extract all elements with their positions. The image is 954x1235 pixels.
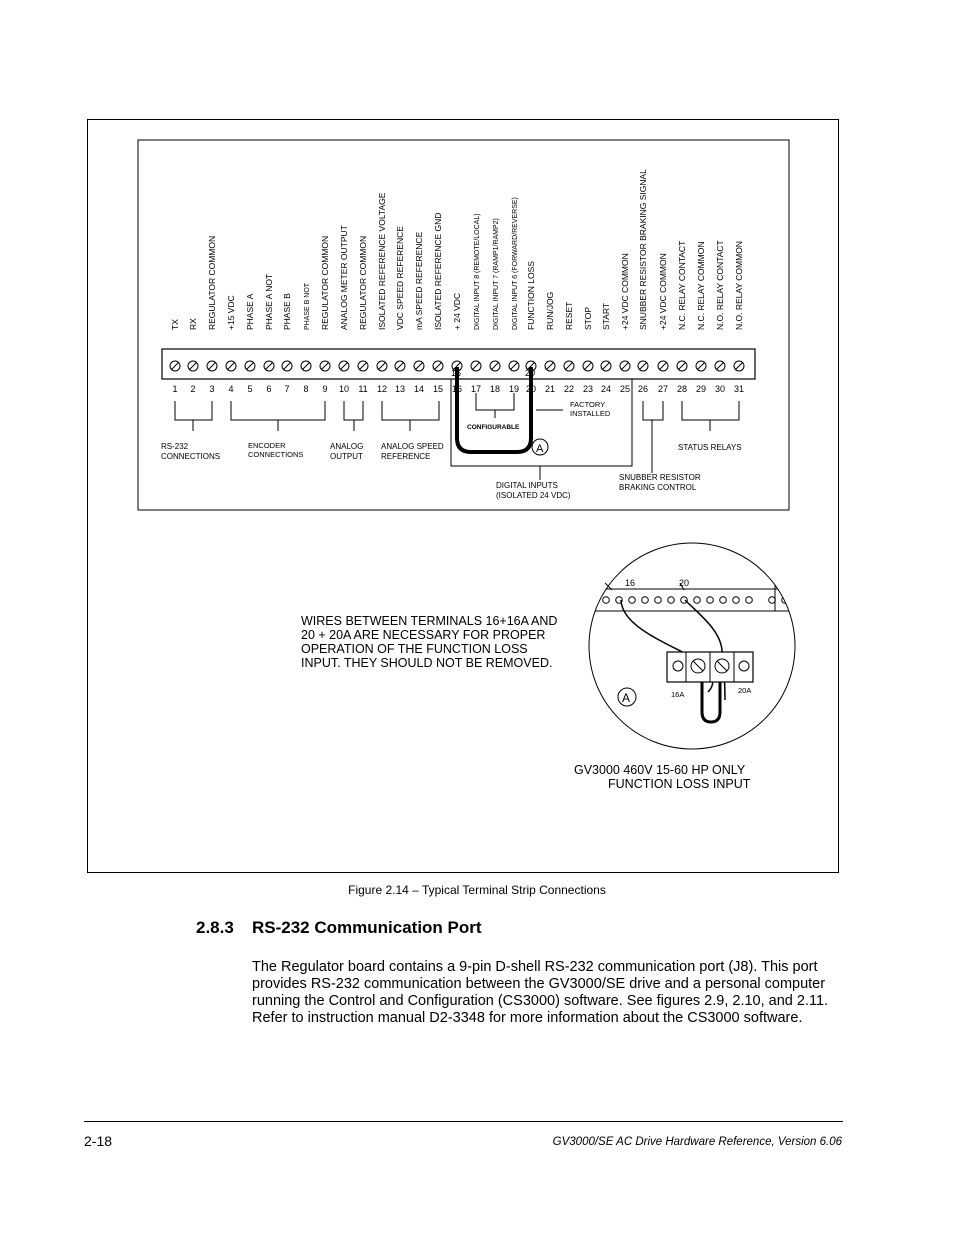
terminal-screw-slot	[622, 363, 629, 370]
detail-label-20a: 20A	[738, 686, 752, 695]
detail-terminal-screw	[668, 597, 675, 604]
terminal-screw-slot	[228, 363, 235, 370]
detail-terminal-screw	[720, 597, 727, 604]
terminal-function-label: +24 VDC COMMON	[658, 253, 668, 330]
digital-inputs-label-1: DIGITAL INPUTS	[496, 481, 558, 490]
terminal-number: 22	[563, 384, 575, 394]
detail-terminal-screw	[629, 597, 636, 604]
terminal-number: 21	[544, 384, 556, 394]
terminal-number: 16	[451, 384, 463, 394]
section-number: 2.8.3	[196, 918, 234, 937]
terminal-function-label: PHASE B	[282, 293, 292, 330]
terminal-function-label: PHASE A NOT	[264, 273, 274, 330]
terminal-number: 9	[322, 384, 328, 394]
terminal-number: 27	[657, 384, 669, 394]
terminal-function-label: mA SPEED REFERENCE	[414, 231, 424, 330]
terminal-screw-slot	[585, 363, 592, 370]
analog-speed-label-2: REFERENCE	[381, 452, 431, 461]
terminal-screw-slot	[360, 363, 367, 370]
terminal-function-label: SNUBBER RESISTOR BRAKING SIGNAL	[638, 169, 648, 330]
terminal-number: 28	[676, 384, 688, 394]
terminal-function-label: RX	[188, 318, 198, 330]
terminal-number: 1	[172, 384, 178, 394]
terminal-screw-slot	[717, 363, 724, 370]
note-line: 20 + 20A ARE NECESSARY FOR PROPER	[301, 628, 546, 642]
terminal-number: 26	[637, 384, 649, 394]
terminal-number: 13	[394, 384, 406, 394]
detail-terminal-screw	[603, 597, 610, 604]
section-title: RS-232 Communication Port	[252, 918, 482, 937]
terminal-function-label: PHASE B NOT	[304, 282, 311, 330]
terminal-screw-slot	[284, 363, 291, 370]
terminal-screw-slot	[640, 363, 647, 370]
detail-terminal-screw	[769, 597, 776, 604]
terminal-number: 2	[190, 384, 196, 394]
terminal-screw-slot	[341, 363, 348, 370]
terminal-function-label: N.C. RELAY COMMON	[696, 241, 706, 330]
terminal-number: 30	[714, 384, 726, 394]
terminal-number: 12	[376, 384, 388, 394]
body-paragraph: The Regulator board contains a 9-pin D-shell RS-232 communication port (J8). This port provides RS-232 communication between the GV3000/SE drive and a personal computer running the Control and Configuration (CS3000) software. See figures 2.9, 2.10, and 2.11. Refer to instruction manual D2-3348 for more information about the CS3000 software.	[252, 959, 829, 1026]
terminal-number: 31	[733, 384, 745, 394]
terminal-number: 5	[247, 384, 253, 394]
terminal-function-label: DIGITAL INPUT 7 (RAMP1/RAMP2)	[493, 218, 500, 330]
terminal-number: 25	[619, 384, 631, 394]
terminal-screw-slot	[172, 363, 179, 370]
terminal-function-label: PHASE A	[245, 293, 255, 330]
terminal-screw-slot	[190, 363, 197, 370]
terminal-function-label: RESET	[564, 301, 574, 330]
terminal-screw-slot	[209, 363, 216, 370]
terminal-screw-slot	[698, 363, 705, 370]
detail-circle	[589, 543, 795, 749]
terminal-number: 11	[358, 384, 368, 394]
detail-callout-label: A	[622, 691, 631, 705]
terminal-function-label: START	[601, 302, 611, 330]
terminal-function-label: REGULATOR COMMON	[207, 235, 217, 330]
terminal-function-label: RUN/JOG	[545, 291, 555, 330]
terminal-function-label: DIGITAL INPUT 8 (REMOTE/LOCAL)	[474, 213, 481, 330]
terminal-number: 15	[432, 384, 444, 394]
terminal-function-label: REGULATOR COMMON	[358, 235, 368, 330]
configurable-label: CONFIGURABLE	[467, 424, 520, 431]
detail-label-16: 16	[625, 578, 636, 588]
terminal-number: 3	[209, 384, 215, 394]
terminal-number: 29	[695, 384, 707, 394]
terminal-screw-slot	[547, 363, 554, 370]
terminal-number: 19	[508, 384, 520, 394]
detail-terminal-screw	[642, 597, 649, 604]
terminal-number: 20	[525, 384, 537, 394]
terminal-screw-slot	[603, 363, 610, 370]
terminal-function-label: +15 VDC	[226, 295, 236, 330]
terminal-screw-slot	[473, 363, 480, 370]
terminal-function-label: N.O. RELAY CONTACT	[715, 240, 725, 330]
note-line: OPERATION OF THE FUNCTION LOSS	[301, 642, 528, 656]
terminal-screw-slot	[266, 363, 273, 370]
detail-terminal-screw	[746, 597, 753, 604]
factory-label-1: FACTORY	[570, 400, 606, 409]
terminal-screw-slot	[566, 363, 573, 370]
detail-terminal-screw	[694, 597, 701, 604]
terminal-number: 17	[470, 384, 482, 394]
terminal-screw-slot	[303, 363, 310, 370]
encoder-label-1: ENCODER	[248, 441, 286, 450]
rs232-label-1: RS-232	[161, 442, 189, 451]
figure-caption: Figure 2.14 – Typical Terminal Strip Connections	[348, 883, 606, 897]
detail-terminal-screw	[655, 597, 662, 604]
terminal-number: 18	[489, 384, 501, 394]
document-title: GV3000/SE AC Drive Hardware Reference, Version 6.06	[552, 1136, 842, 1148]
footer-rule	[84, 1121, 843, 1122]
analog-output-label-1: ANALOG	[330, 442, 364, 451]
terminal-screw-slot	[435, 363, 442, 370]
detail-terminal-screw	[707, 597, 714, 604]
encoder-label-2: CONNECTIONS	[248, 450, 304, 459]
terminal-screw-slot	[322, 363, 329, 370]
terminal-function-label: DIGITAL INPUT 6 (FORWARD/REVERSE)	[512, 197, 519, 330]
analog-speed-label-1: ANALOG SPEED	[381, 442, 444, 451]
status-relays-label: STATUS RELAYS	[678, 443, 742, 452]
factory-label-2: INSTALLED	[570, 409, 611, 418]
terminal-screw-slot	[247, 363, 254, 370]
detail-terminal-screw	[733, 597, 740, 604]
note-line: INPUT. THEY SHOULD NOT BE REMOVED.	[301, 656, 553, 670]
jumper-label-20: 20	[525, 368, 536, 378]
detail-title-1: GV3000 460V 15-60 HP ONLY	[574, 763, 746, 777]
section-heading	[196, 918, 482, 938]
analog-output-label-2: OUTPUT	[330, 452, 363, 461]
terminal-screw-slot	[736, 363, 743, 370]
terminal-function-label: STOP	[583, 307, 593, 330]
terminal-number: 6	[266, 384, 272, 394]
function-loss-note	[301, 614, 557, 670]
terminal-screw-slot	[511, 363, 518, 370]
terminal-function-label: ISOLATED REFERENCE GND	[433, 212, 443, 330]
terminal-number: 14	[413, 384, 425, 394]
terminal-number: 23	[582, 384, 594, 394]
page-number: 2-18	[84, 1133, 113, 1149]
terminal-number: 24	[600, 384, 612, 394]
terminal-number: 7	[284, 384, 290, 394]
digital-inputs-label-2: (ISOLATED 24 VDC)	[496, 491, 571, 500]
terminal-screw-slot	[492, 363, 499, 370]
note-line: WIRES BETWEEN TERMINALS 16+16A AND	[301, 614, 558, 628]
terminal-function-labels	[170, 169, 744, 330]
jumper-label-16: 16	[451, 368, 462, 378]
terminal-function-label: REGULATOR COMMON	[320, 235, 330, 330]
snubber-label-2: BRAKING CONTROL	[619, 483, 697, 492]
terminal-function-label: + 24 VDC	[452, 292, 462, 330]
terminal-function-label: N.O. RELAY COMMON	[734, 241, 744, 330]
detail-label-20: 20	[679, 578, 690, 588]
terminal-function-label: +24 VDC COMMON	[620, 253, 630, 330]
callout-a-label: A	[536, 443, 544, 455]
terminal-number: 8	[303, 384, 309, 394]
terminal-function-label: ISOLATED REFERENCE VOLTAGE	[377, 192, 387, 330]
snubber-label-1: SNUBBER RESISTOR	[619, 473, 701, 482]
terminal-number: 10	[338, 384, 350, 394]
terminal-number: 4	[228, 384, 234, 394]
rs232-label-2: CONNECTIONS	[161, 452, 221, 461]
detail-title-2: FUNCTION LOSS INPUT	[608, 777, 751, 791]
terminal-screw-slot	[679, 363, 686, 370]
terminal-screw-slot	[660, 363, 667, 370]
terminal-screw-slot	[397, 363, 404, 370]
terminal-function-label: ANALOG METER OUTPUT	[339, 225, 349, 330]
terminal-function-label: VDC SPEED REFERENCE	[395, 226, 405, 330]
terminal-screw-slot	[379, 363, 386, 370]
terminal-function-label: FUNCTION LOSS	[526, 261, 536, 330]
detail-label-16a: 16A	[671, 690, 685, 699]
terminal-function-label: N.C. RELAY CONTACT	[677, 240, 687, 330]
terminal-screw-slot	[416, 363, 423, 370]
terminal-function-label: TX	[170, 319, 180, 330]
